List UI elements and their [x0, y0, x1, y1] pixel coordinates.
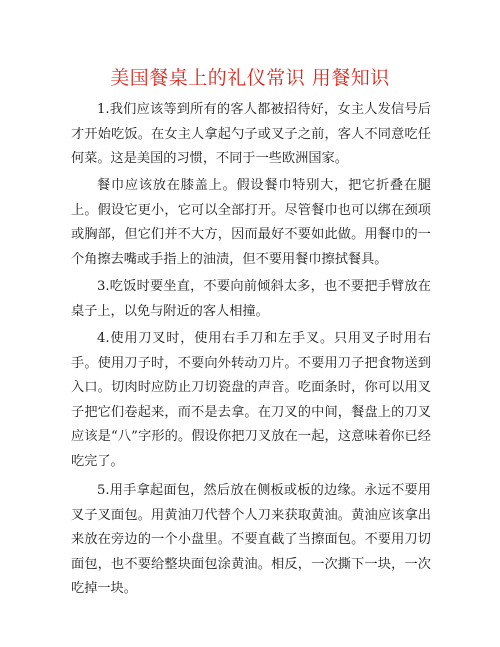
paragraph-1: 1.我们应该等到所有的客人都被招待好，女主人发信号后才开始吃饭。在女主人拿起勺子或叉子之前，客人不同意吃任何菜。这是美国的习惯，不同于一些欧洲国家。: [71, 102, 431, 167]
paragraph-5: 5.用手拿起面包，然后放在侧板或板的边缘。永远不要用叉子叉面包。用黄油刀代替个人刀来获取黄油。黄油应该拿出来放在旁边的一个小盘里。不要直截了当擦面包。不要用刀切面包，也不要给整块面包涂黄油。相反，一次撕下一块，一次吃掉一块。: [71, 483, 431, 597]
paragraph-4: 4.使用刀叉时，使用右手刀和左手叉。只用叉子时用右手。使用刀子时，不要向外转动刀片。不要用刀子把食物送到入口。切肉时应防止刀切瓷盘的声音。吃面条时，你可以用叉子把它们卷起来，而不是去拿。在刀叉的中间，餐盘上的刀叉应该是“八”字形的。假设你把刀叉放在一起，这意味着你已经吃完了。: [71, 331, 431, 469]
paragraph-3: 3.吃饭时要坐直，不要向前倾斜太多，也不要把手臂放在桌子上，以免与附近的客人相撞。: [71, 279, 431, 319]
paragraph-2: 餐巾应该放在膝盖上。假设餐巾特别大，把它折叠在腿上。假设它更小，它可以全部打开。尽管餐巾也可以绑在颈项或胸部，但它们并不大方，因而最好不要如此做。用餐巾的一个角擦去嘴或手指上的油渍，但不要用餐巾擦拭餐具。: [71, 178, 431, 267]
document-title: 美国餐桌上的礼仪常识 用餐知识: [110, 67, 390, 89]
